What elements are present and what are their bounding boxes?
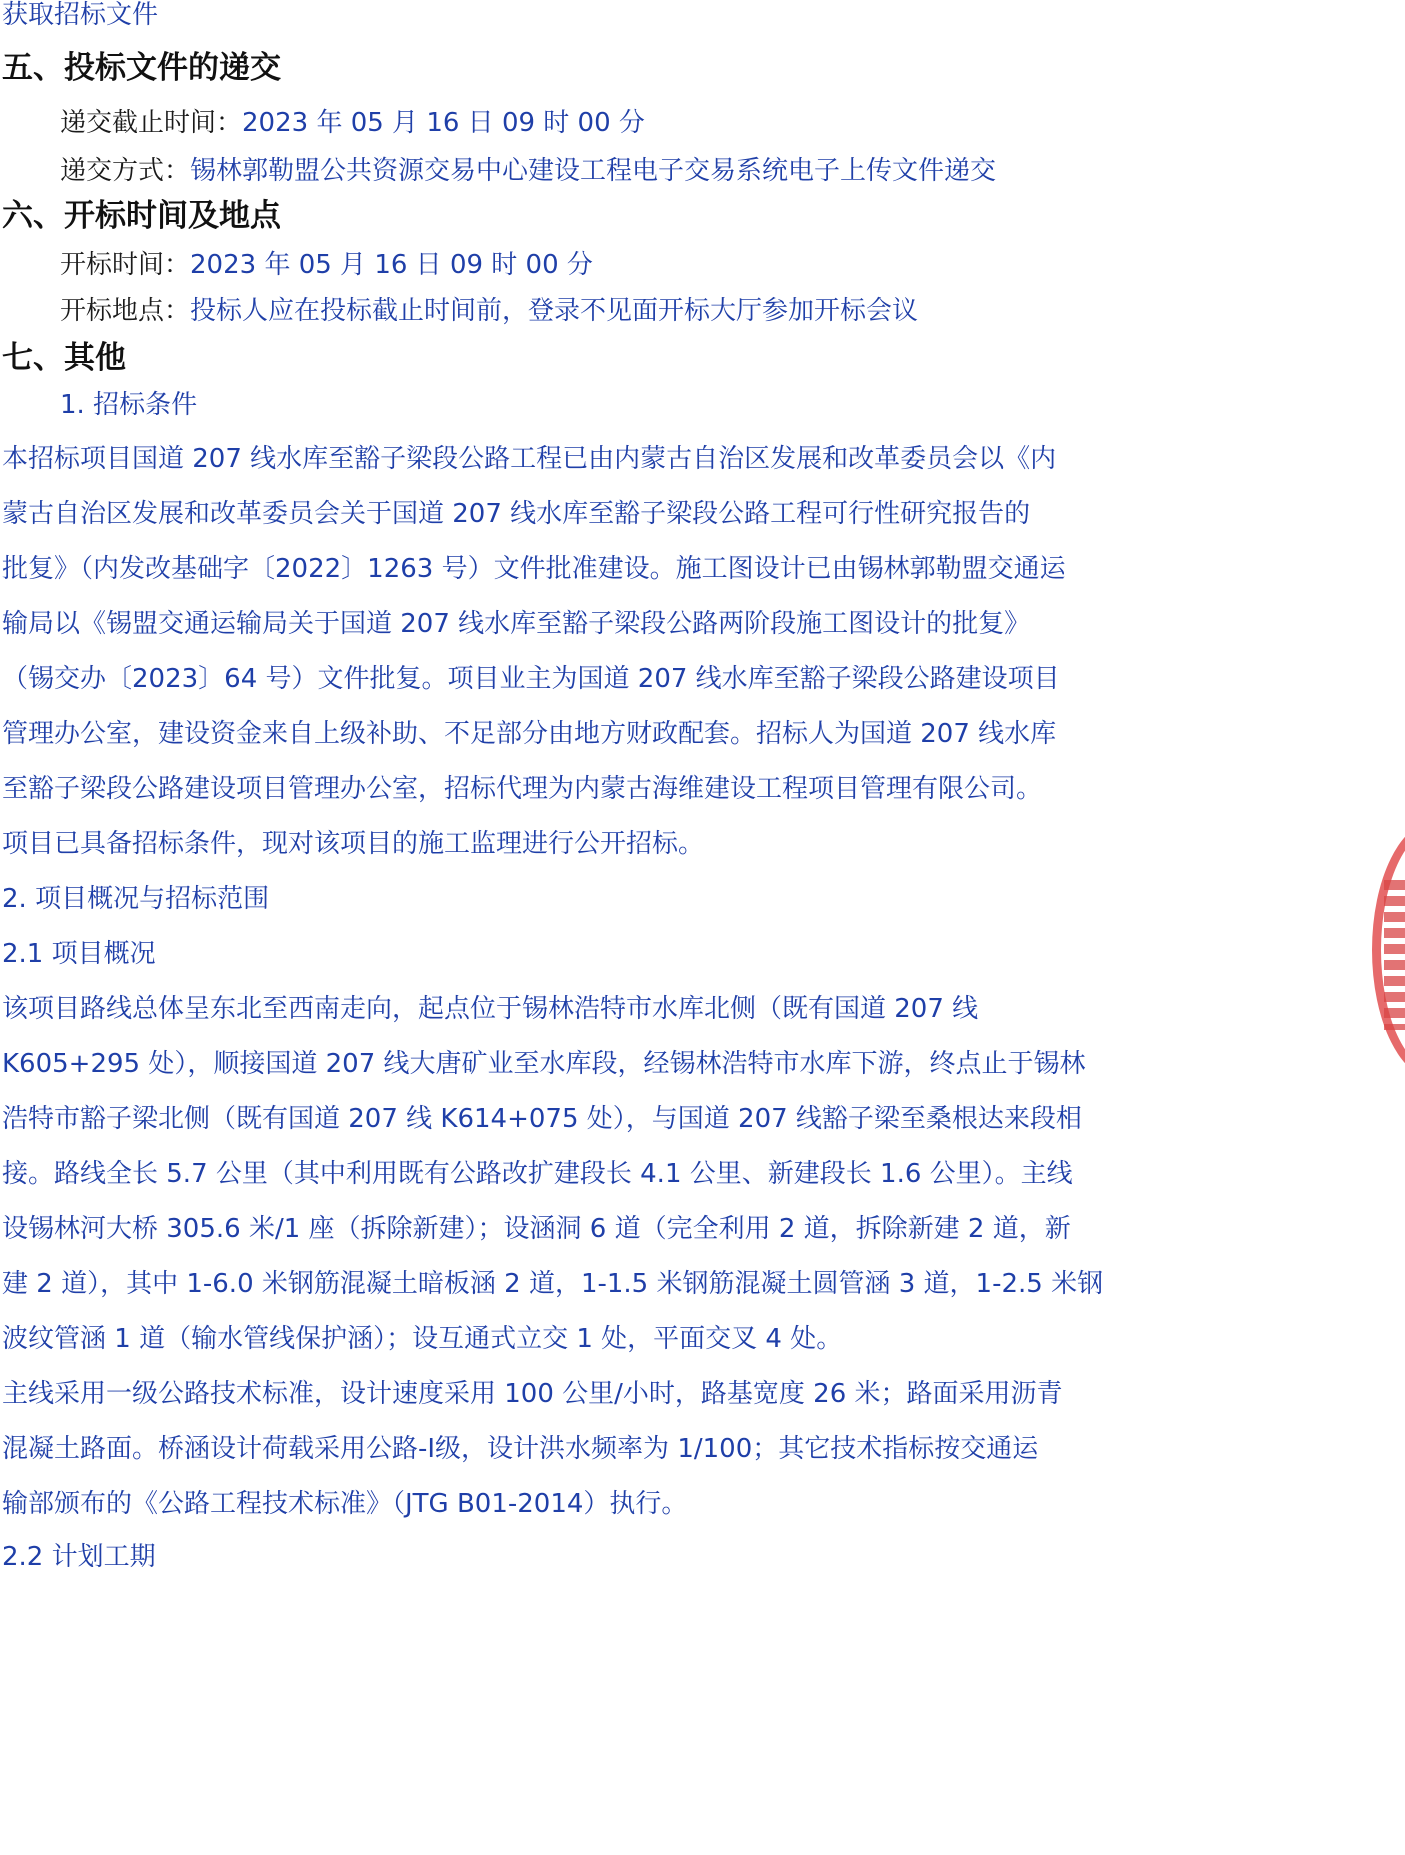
paragraph-1-line-5: （锡交办〔2023〕64 号）文件批复。项目业主为国道 207 线水库至豁子梁段公路建设项目 (2, 664, 1060, 694)
deadline-value: 2023 年 05 月 16 日 09 时 00 分 (242, 108, 645, 138)
opening-time-value: 2023 年 05 月 16 日 09 时 00 分 (190, 250, 593, 280)
paragraph-1-line-7: 至豁子梁段公路建设项目管理办公室，招标代理为内蒙古海维建设工程项目管理有限公司。 (2, 774, 1043, 804)
paragraph-2-line-3: 浩特市豁子梁北侧（既有国道 207 线 K614+075 处），与国道 207 线豁子梁至桑根达来段相 (2, 1104, 1082, 1134)
submission-method-line (60, 156, 996, 186)
subheading-project-overview: 2.1 项目概况 (2, 939, 156, 969)
subheading-planned-schedule: 2.2 计划工期 (2, 1542, 156, 1572)
section-heading-6: 六、开标时间及地点 (2, 198, 281, 234)
paragraph-1-line-1: 本招标项目国道 207 线水库至豁子梁段公路工程已由内蒙古自治区发展和改革委员会以《内 (2, 444, 1057, 474)
paragraph-3-line-1: 主线采用一级公路技术标准，设计速度采用 100 公里/小时，路基宽度 26 米；路面采用沥青 (2, 1379, 1063, 1409)
method-value: 锡林郭勒盟公共资源交易中心建设工程电子交易系统电子上传文件递交 (190, 156, 997, 186)
paragraph-2-line-5: 设锡林河大桥 305.6 米/1 座（拆除新建）；设涵洞 6 道（完全利用 2 道，拆除新建 2 道，新 (2, 1214, 1071, 1244)
opening-time-line (60, 250, 593, 280)
red-seal-lettering (1384, 880, 1405, 1030)
opening-place-line (60, 296, 918, 326)
opening-place-label: 开标地点： (60, 296, 191, 326)
paragraph-2-line-7: 波纹管涵 1 道（输水管线保护涵）；设互通式立交 1 处，平面交叉 4 处。 (2, 1324, 843, 1354)
subheading-bid-conditions: 1. 招标条件 (60, 390, 198, 420)
paragraph-1-line-8: 项目已具备招标条件，现对该项目的施工监理进行公开招标。 (2, 829, 705, 859)
section-heading-7: 七、其他 (2, 340, 126, 376)
paragraph-2-line-6: 建 2 道），其中 1-6.0 米钢筋混凝土暗板涵 2 道，1-1.5 米钢筋混凝土圆管涵 3 道，1-2.5 米钢 (2, 1269, 1104, 1299)
opening-place-value: 投标人应在投标截止时间前，登录不见面开标大厅参加开标会议 (190, 296, 919, 326)
paragraph-3-line-3: 输部颁布的《公路工程技术标准》（JTG B01-2014）执行。 (2, 1489, 688, 1519)
section-heading-5: 五、投标文件的递交 (2, 50, 281, 86)
paragraph-2-line-1: 该项目路线总体呈东北至西南走向，起点位于锡林浩特市水库北侧（既有国道 207 线 (2, 994, 979, 1024)
paragraph-1-line-3: 批复》（内发改基础字〔2022〕1263 号）文件批准建设。施工图设计已由锡林郭勒盟交通运 (2, 554, 1066, 584)
paragraph-1-line-2: 蒙古自治区发展和改革委员会关于国道 207 线水库至豁子梁段公路工程可行性研究报告的 (2, 499, 1031, 529)
subheading-project-overview-scope: 2. 项目概况与招标范围 (2, 884, 270, 914)
deadline-label: 递交截止时间： (60, 108, 243, 138)
paragraph-1-line-4: 输局以《锡盟交通运输局关于国道 207 线水库至豁子梁段公路两阶段施工图设计的批复》 (2, 609, 1031, 639)
method-label: 递交方式： (60, 156, 191, 186)
line-get-bid-docs: 获取招标文件 (2, 0, 159, 30)
deadline-line (60, 108, 645, 138)
paragraph-2-line-4: 接。路线全长 5.7 公里（其中利用既有公路改扩建段长 4.1 公里、新建段长 1.6 公里）。主线 (2, 1159, 1073, 1189)
paragraph-2-line-2: K605+295 处），顺接国道 207 线大唐矿业至水库段，经锡林浩特市水库下游，终点止于锡林 (2, 1049, 1086, 1079)
paragraph-3-line-2: 混凝土路面。桥涵设计荷载采用公路-Ⅰ级，设计洪水频率为 1/100；其它技术指标按交通运 (2, 1434, 1039, 1464)
paragraph-1-line-6: 管理办公室，建设资金来自上级补助、不足部分由地方财政配套。招标人为国道 207 线水库 (2, 719, 1057, 749)
opening-time-label: 开标时间： (60, 250, 191, 280)
